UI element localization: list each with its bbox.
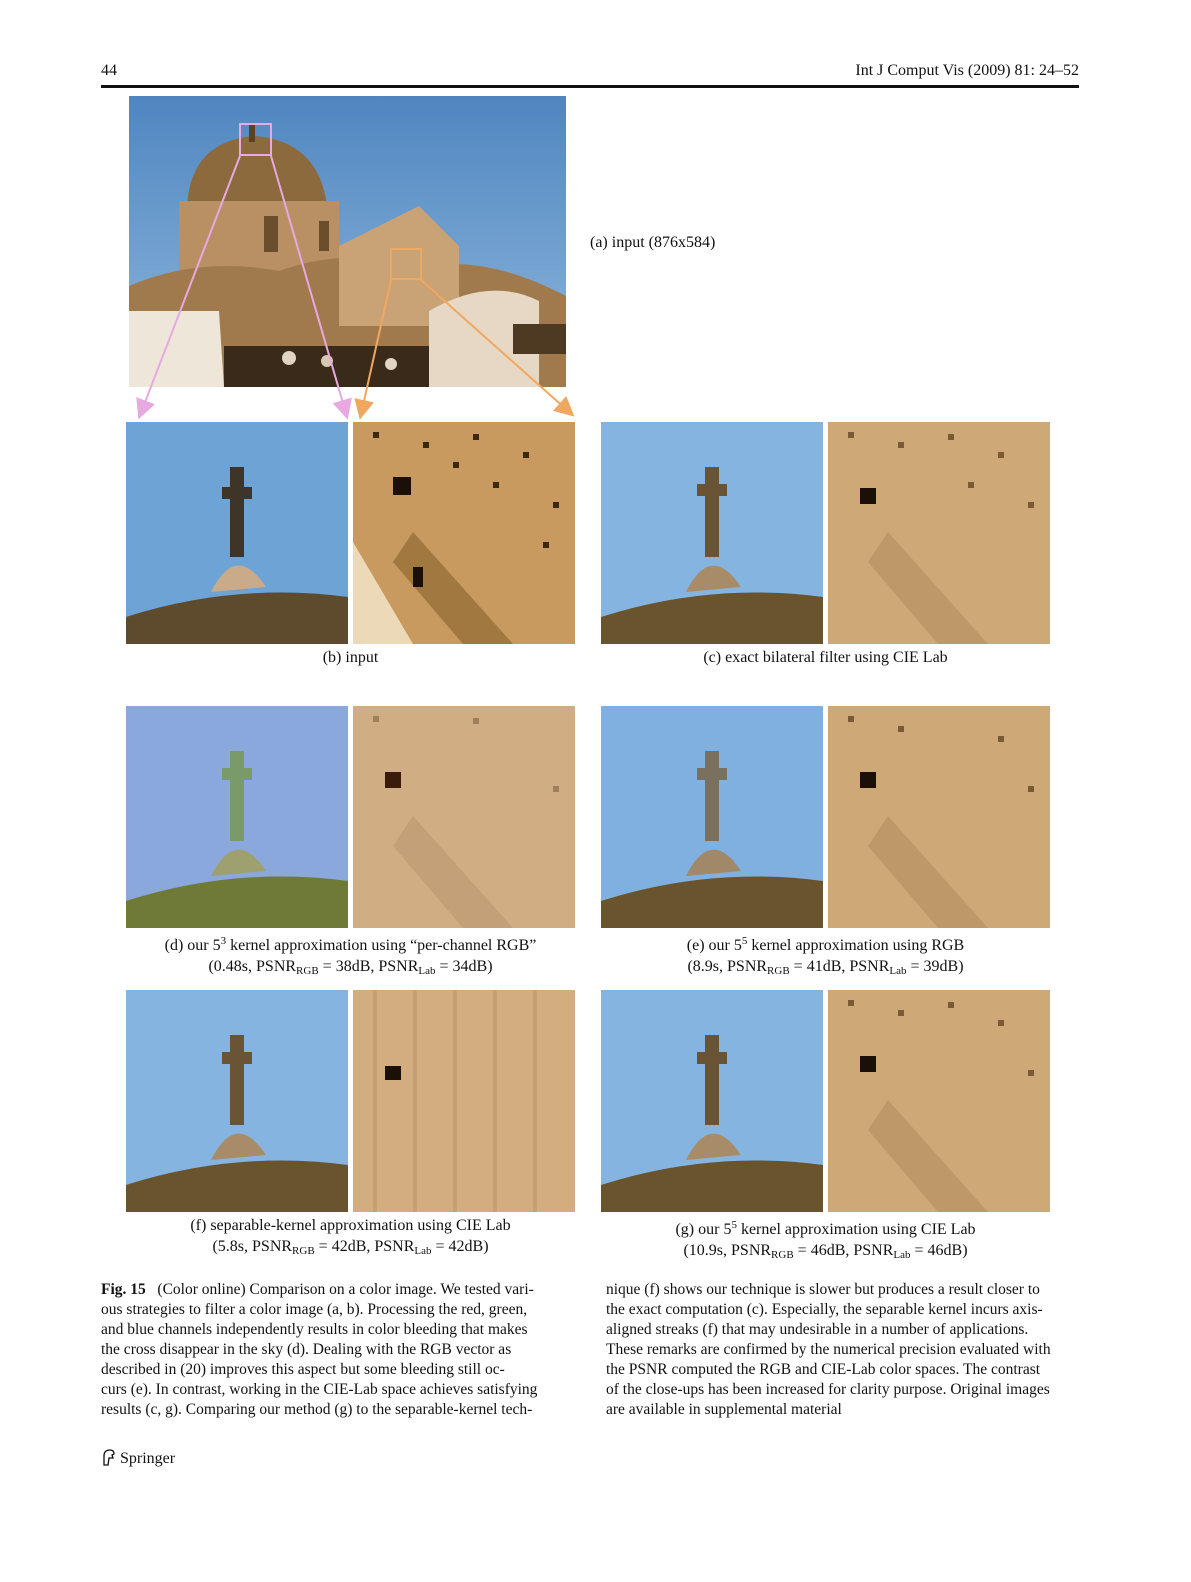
journal-citation: Int J Comput Vis (2009) 81: 24–52	[855, 62, 1079, 79]
figure-label: Fig. 15	[101, 1281, 146, 1298]
springer-horse-icon	[101, 1448, 117, 1466]
cross-closeup-rgb	[601, 706, 823, 928]
figure-caption-right: nique (f) shows our technique is slower but produces a result closer to the exact computation (c). Especially, the separable kernel incurs axis- aligned streaks (f) that may undesirable in a number of applications. These remarks are confirmed by the numerical precision evaluated with the PSNR computed the RGB and CIE-Lab color spaces. The contrast of the close-ups has been increased for clarity purpose. Original images are available in supplemental material	[606, 1281, 1051, 1418]
wall-closeup-input	[353, 422, 575, 644]
wall-closeup-per-channel	[353, 706, 575, 928]
cross-closeup-per-channel	[126, 706, 348, 928]
cross-closeup-separable	[126, 990, 348, 1212]
caption-e: (e) our $5^5$ kernel approximation using RGB (8.9s, $PSNR_{RGB} = 41dB$, $PSNR_{Lab} = 39dB$)	[686, 935, 965, 977]
wall-closeup-rgb	[828, 706, 1050, 928]
page-number: 44	[101, 62, 117, 79]
publisher-footer: Springer	[101, 1448, 175, 1468]
header-rule	[101, 85, 1079, 88]
wall-closeup-lab	[828, 990, 1050, 1212]
cross-closeup-lab	[601, 990, 823, 1212]
cross-closeup-input	[126, 422, 348, 644]
figure-caption-left: Fig. 15 (Color online) Comparison on a color image. We tested vari- ous strategies to filter a color image (a, b). Processing the red, green, and blue channels independently results in color bleeding that makes the cross disappear in the sky (d). Dealing with the RGB vector as described in (20) improves this aspect but some bleeding still oc- curs (e). In contrast, working in the CIE-Lab space achieves satisfying results (c, g). Comparing our method (g) to the separable-kernel tech-	[101, 1281, 538, 1418]
input-photo	[129, 96, 566, 387]
caption-f: (f) separable-kernel approximation using CIE Lab (5.8s, $PSNR_{RGB} = 42dB$, $PSNR_{Lab} = 42dB$)	[190, 1217, 511, 1257]
caption-d: (d) our $5^3$ kernel approximation using “per-channel RGB” (0.48s, $PSNR_{RGB} = 38dB$, $PSNR_{Lab} = 34dB$)	[164, 935, 537, 977]
cross-closeup-exact	[601, 422, 823, 644]
caption-c: (c) exact bilateral filter using CIE Lab	[703, 649, 948, 666]
caption-g: (g) our $5^5$ kernel approximation using CIE Lab (10.9s, $PSNR_{RGB} = 46dB$, $PSNR_{Lab} = 46dB$)	[675, 1219, 976, 1261]
wall-closeup-exact	[828, 422, 1050, 644]
caption-a: (a) input (876x584)	[590, 234, 716, 251]
caption-b: (b) input	[322, 649, 379, 666]
wall-closeup-separable	[353, 990, 575, 1212]
